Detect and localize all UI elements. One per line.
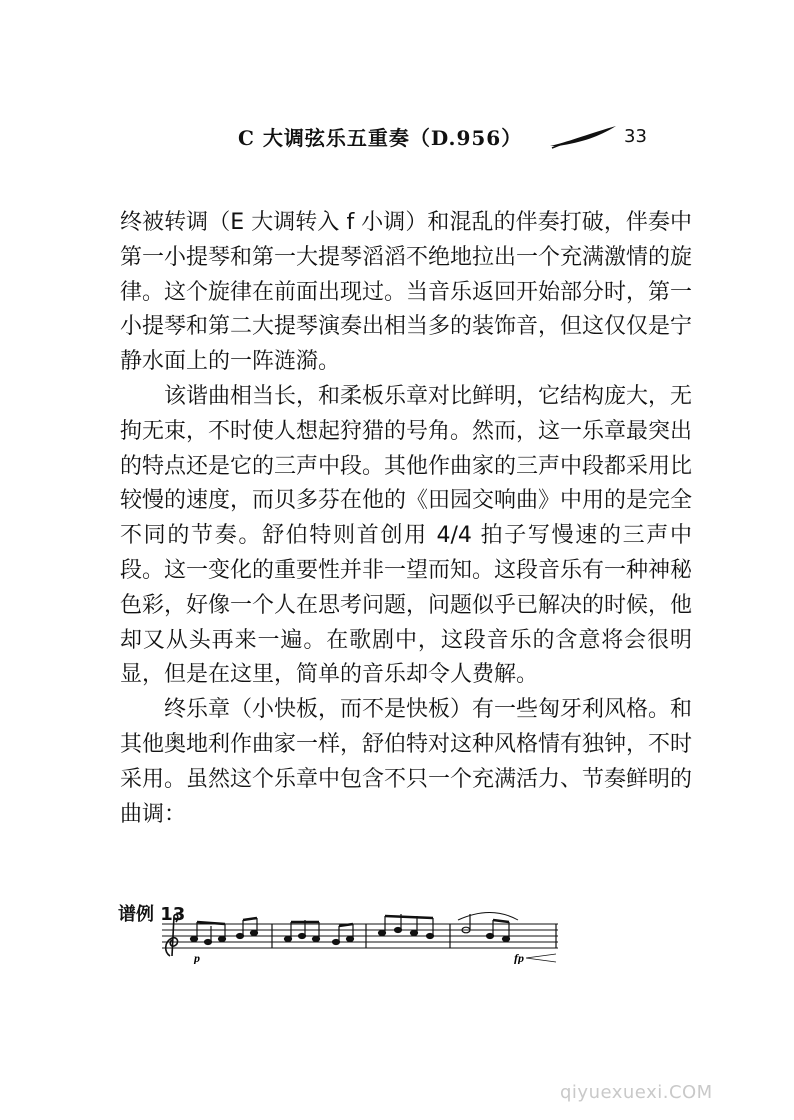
header-title: C 大调弦乐五重奏（D.956） [238,126,523,150]
running-header [0,122,794,162]
page-number: 33 [624,126,647,147]
paragraph-3: 终乐章（小快板，而不是快板）有一些匈牙利风格。和其他奥地利作曲家一样，舒伯特对这种风格情有独钟，不时采用。虽然这个乐章中包含不只一个充满活力、节奏鲜明的曲调： [120,697,693,827]
watermark: qiyuexuexi.COM [560,1082,713,1103]
music-score [160,912,560,964]
paragraph-1: 终被转调（E 大调转入 f 小调）和混乱的伴奏打破，伴奏中第一小提琴和第一大提琴滔滔不绝地拉出一个充满激情的旋律。这个旋律在前面出现过。当音乐返回开始部分时，第一小提琴和第二大提琴演奏出相当多的装饰音，但这仅仅是宁静水面上的一阵涟漪。 [120,210,693,375]
treble-clef-icon [166,914,178,956]
paragraph-2: 该谐曲相当长，和柔板乐章对比鲜明，它结构庞大，无拘无束，不时使人想起狩猎的号角。然而，这一乐章最突出的特点还是它的三声中段。其他作曲家的三声中段都采用比较慢的速度，而贝多芬在他的《田园交响曲》中用的是完全不同的节奏。舒伯特则首创用 4/4 拍子写慢速的三声中段。这一变化的重要性并非一望而知。这段音乐有一种神秘色彩，好像一个人在思考问题，问题似乎已解决的时候，他却又从头再来一遍。在歌剧中，这段音乐的含意将会很明显，但是在这里，简单的音乐却令人费解。 [120,383,693,688]
body-text [120,206,692,832]
dynamic-marking-start: p [194,951,200,964]
dynamic-marking-end: fp [514,951,524,964]
quill-ornament-icon [548,124,618,150]
music-example-label: 谱例 13 [118,904,186,925]
